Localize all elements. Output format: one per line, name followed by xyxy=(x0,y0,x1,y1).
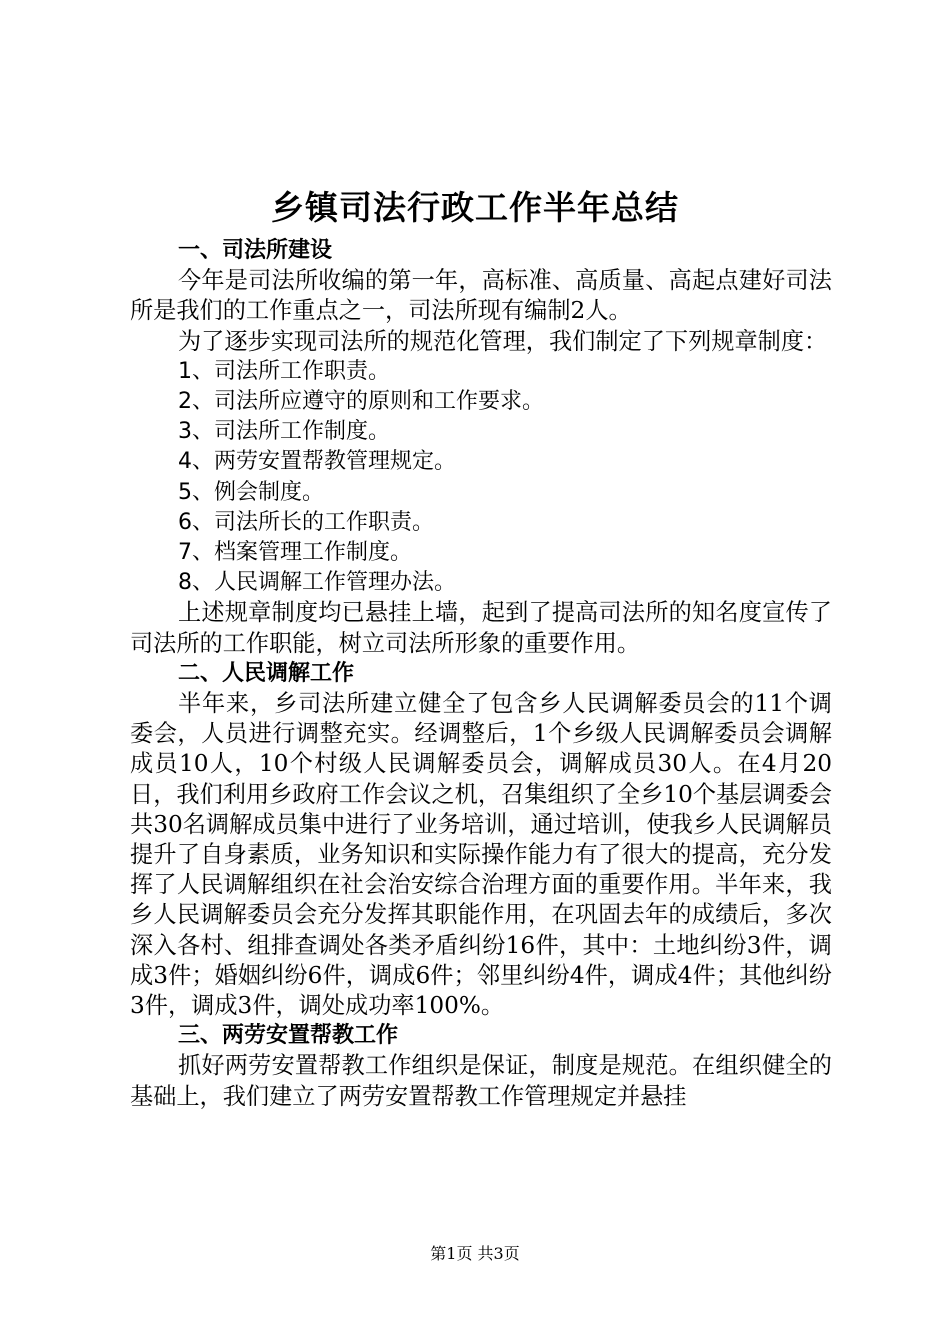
section-heading-3: 三、两劳安置帮教工作 xyxy=(178,1023,399,1049)
list-item: 5、例会制度。 xyxy=(178,479,324,505)
list-item: 3、司法所工作制度。 xyxy=(178,419,390,445)
document-title: 乡镇司法行政工作半年总结 xyxy=(271,188,679,227)
list-item: 8、人民调解工作管理办法。 xyxy=(178,570,456,596)
section-heading-2: 二、人民调解工作 xyxy=(178,660,355,686)
paragraph: 抓好两劳安置帮教工作组织是保证，制度是规范。在组织健全的基础上，我们建立了两劳安置帮教工作管理规定并悬挂 xyxy=(130,1052,832,1110)
list-item: 4、两劳安置帮教管理规定。 xyxy=(178,449,456,475)
paragraph: 今年是司法所收编的第一年，高标准、高质量、高起点建好司法所是我们的工作重点之一，司法所现有编制2人。 xyxy=(130,267,832,325)
section-heading-1: 一、司法所建设 xyxy=(178,238,333,263)
list-item: 6、司法所长的工作职责。 xyxy=(178,509,434,535)
document-body xyxy=(130,236,832,1112)
paragraph: 为了逐步实现司法所的规范化管理，我们制定了下列规章制度： xyxy=(178,327,828,355)
paragraph: 半年来，乡司法所建立健全了包含乡人民调解委员会的11个调委会，人员进行调整充实。经调整后，1个乡级人民调解委员会调解成员10人，10个村级人民调解委员会，调解成员30人。在4月20日，我们利用乡政府工作会议之机，召集组织了全乡10个基层调委会共30名调解成员集中进行了业务培训，通过培训，使我乡人民调解员提升了自身素质，业务知识和实际操作能力有了很大的提高，充分发挥了人民调解组织在社会治安综合治理方面的重要作用。半年来，我乡人民调解委员会充分发挥其职能作用，在巩固去年的成绩后，多次深入各村、组排查调处各类矛盾纠纷16件，其中：土地纠纷3件，调成3件；婚姻纠纷6件，调成6件；邻里纠纷4件，调成4件；其他纠纷3件，调成3件，调处成功率100%。 xyxy=(130,690,832,1020)
page-number: 第1页 共3页 xyxy=(430,1244,520,1263)
list-item: 2、司法所应遵守的原则和工作要求。 xyxy=(178,389,544,415)
list-item: 1、司法所工作职责。 xyxy=(178,358,390,384)
list-item: 7、档案管理工作制度。 xyxy=(178,540,412,566)
paragraph: 上述规章制度均已悬挂上墙，起到了提高司法所的知名度宣传了司法所的工作职能，树立司法所形象的重要作用。 xyxy=(130,599,832,657)
